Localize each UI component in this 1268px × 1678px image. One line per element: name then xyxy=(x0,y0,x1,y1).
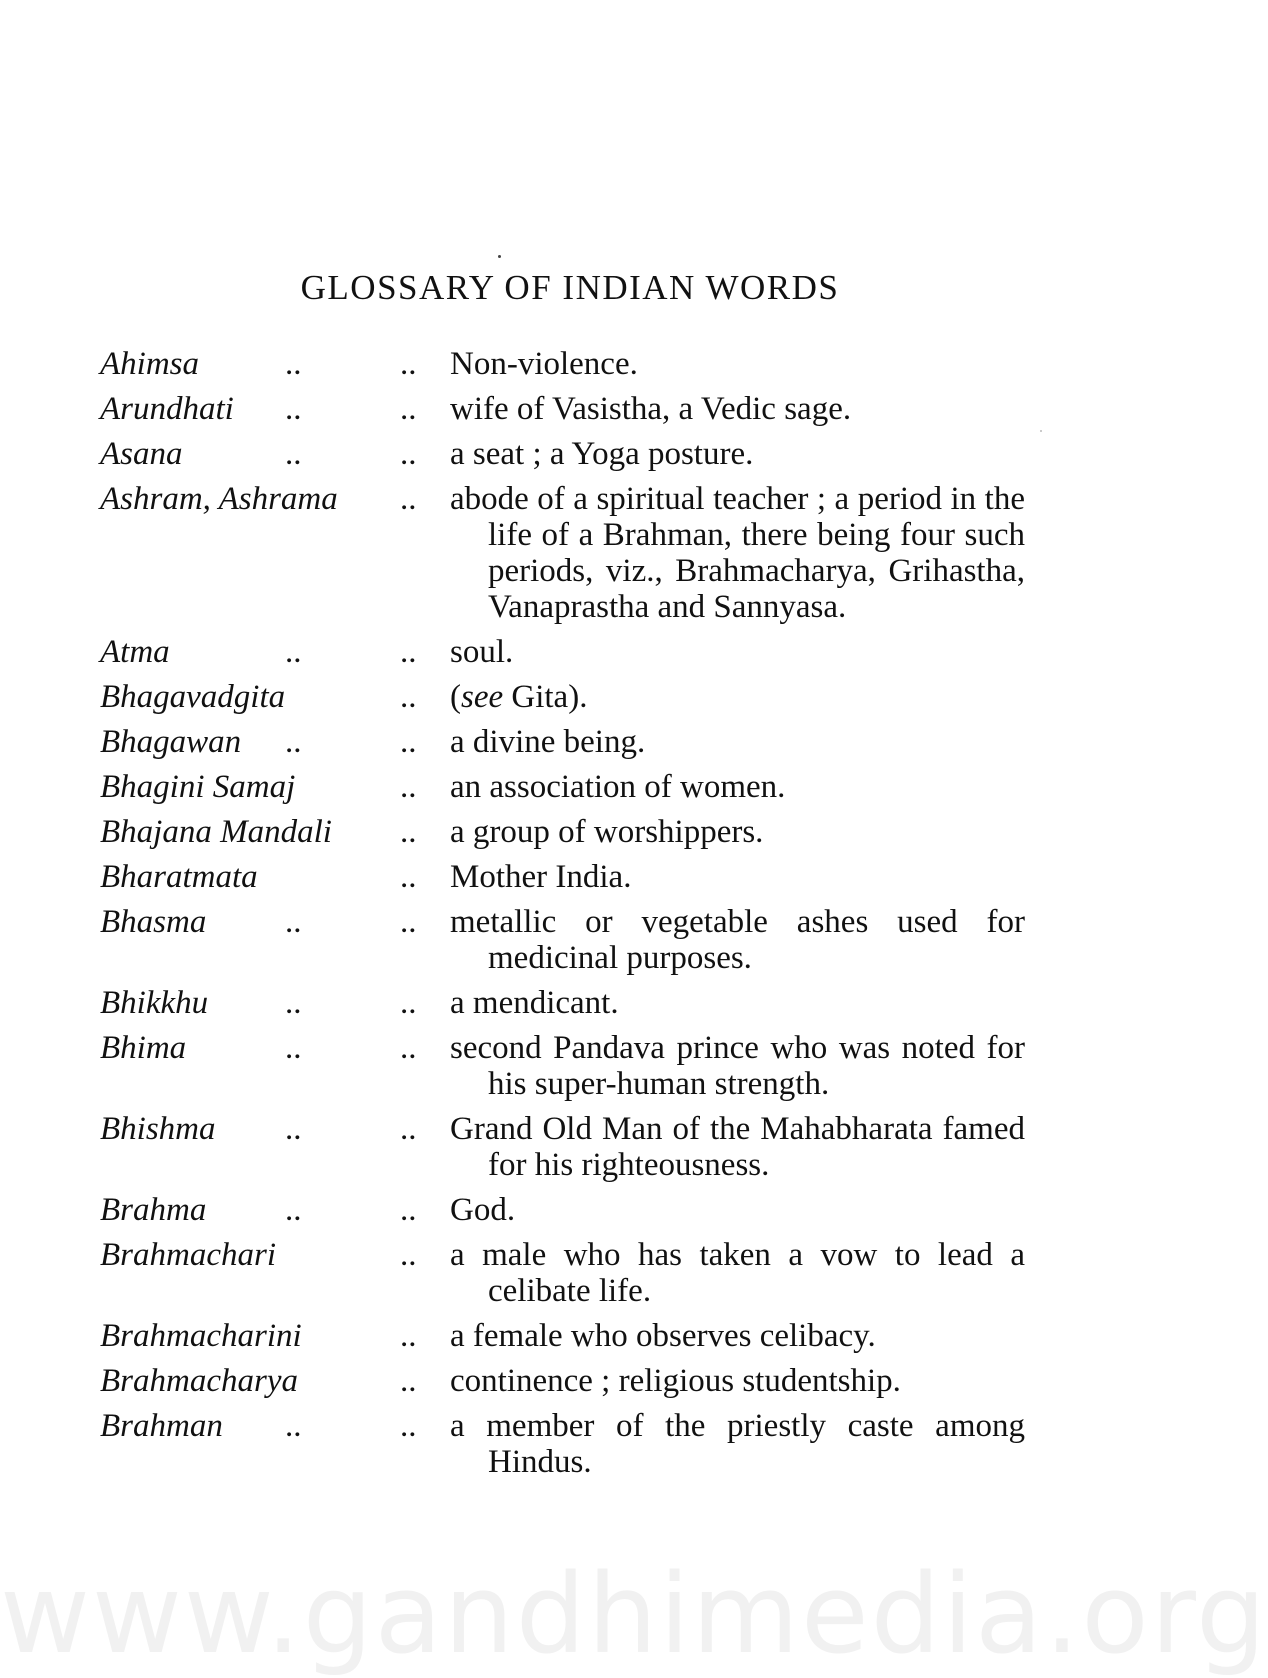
glossary-definition: a group of worshippers. xyxy=(450,814,764,850)
leader-dots: .. xyxy=(400,1111,417,1147)
term-text: Brahma xyxy=(100,1192,207,1228)
glossary-definition: abode of a spiritual teacher ; a period in the life of a Brahman, there being four such periods, viz., Brahmacharya, Grihastha, Vanaprastha and Sannyasa. xyxy=(450,481,1025,625)
glossary-definition: a mendicant. xyxy=(450,985,619,1021)
glossary-term xyxy=(100,481,400,517)
glossary-definition: Grand Old Man of the Mahabharata famed for his righteousness. xyxy=(450,1111,1025,1183)
glossary-term xyxy=(100,724,400,760)
glossary-term xyxy=(100,1030,400,1066)
glossary-term xyxy=(100,1363,400,1399)
term-dots: .. xyxy=(285,904,302,940)
glossary-entry xyxy=(100,1030,1025,1102)
glossary-entry xyxy=(100,481,1025,625)
glossary-entry xyxy=(100,634,1025,670)
glossary-entry xyxy=(100,985,1025,1021)
glossary-term xyxy=(100,436,400,472)
glossary-definition: Mother India. xyxy=(450,859,632,895)
glossary-entry xyxy=(100,391,1025,427)
glossary-term xyxy=(100,1408,400,1444)
leader-dots: .. xyxy=(400,985,417,1021)
term-text: Brahmacharini xyxy=(100,1318,302,1354)
term-text: Bhajana Mandali xyxy=(100,814,332,850)
term-dots: .. xyxy=(285,724,302,760)
glossary-term xyxy=(100,1237,400,1273)
term-text: Bhikkhu xyxy=(100,985,209,1021)
glossary-entry xyxy=(100,904,1025,976)
leader-dots: .. xyxy=(400,1318,417,1354)
term-dots: .. xyxy=(285,634,302,670)
leader-dots: .. xyxy=(400,724,417,760)
glossary-definition: God. xyxy=(450,1192,516,1228)
glossary-entry xyxy=(100,1111,1025,1183)
term-text: Bhasma xyxy=(100,904,207,940)
glossary-entry xyxy=(100,769,1025,805)
page-title: GLOSSARY OF INDIAN WORDS xyxy=(300,268,840,307)
term-dots: .. xyxy=(285,1192,302,1228)
leader-dots: .. xyxy=(400,904,417,940)
leader-dots: .. xyxy=(400,391,417,427)
glossary-entry xyxy=(100,436,1025,472)
term-text: Bhagavadgita xyxy=(100,679,286,715)
glossary-term xyxy=(100,679,400,715)
term-dots: .. xyxy=(285,1030,302,1066)
term-text: Arundhati xyxy=(100,391,234,427)
glossary-term xyxy=(100,634,400,670)
glossary-entry xyxy=(100,1192,1025,1228)
glossary-term xyxy=(100,391,400,427)
paper-speck xyxy=(1040,430,1042,432)
glossary-term xyxy=(100,1111,400,1147)
glossary-entry xyxy=(100,1237,1025,1309)
leader-dots: .. xyxy=(400,1192,417,1228)
glossary-definition: a seat ; a Yoga posture. xyxy=(450,436,754,472)
glossary-entry xyxy=(100,1408,1025,1480)
glossary-term xyxy=(100,346,400,382)
glossary-definition xyxy=(450,679,1025,715)
leader-dots: .. xyxy=(400,481,417,517)
glossary-entry xyxy=(100,1318,1025,1354)
glossary-list xyxy=(100,346,1025,1489)
glossary-entry xyxy=(100,1363,1025,1399)
term-text: Bharatmata xyxy=(100,859,258,895)
glossary-term xyxy=(100,1192,400,1228)
watermark: www.gandhimedia.org xyxy=(0,1550,1268,1678)
leader-dots: .. xyxy=(400,436,417,472)
leader-dots: .. xyxy=(400,1030,417,1066)
glossary-definition: Non-violence. xyxy=(450,346,638,382)
glossary-definition: metallic or vegetable ashes used for medicinal purposes. xyxy=(450,904,1025,976)
term-text: Bhagini Samaj xyxy=(100,769,296,805)
term-text: Brahman xyxy=(100,1408,223,1444)
term-text: Atma xyxy=(100,634,170,670)
term-dots: .. xyxy=(285,346,302,382)
glossary-definition: wife of Vasistha, a Vedic sage. xyxy=(450,391,852,427)
glossary-term xyxy=(100,904,400,940)
glossary-definition: continence ; religious studentship. xyxy=(450,1363,901,1399)
term-text: Bhagawan xyxy=(100,724,242,760)
leader-dots: .. xyxy=(400,814,417,850)
glossary-definition: an association of women. xyxy=(450,769,786,805)
glossary-entry xyxy=(100,724,1025,760)
glossary-term xyxy=(100,1318,400,1354)
glossary-definition: a member of the priestly caste among Hindus. xyxy=(450,1408,1025,1480)
term-text: Asana xyxy=(100,436,183,472)
glossary-term xyxy=(100,859,400,895)
glossary-term xyxy=(100,769,400,805)
leader-dots: .. xyxy=(400,769,417,805)
leader-dots: .. xyxy=(400,634,417,670)
glossary-definition: a divine being. xyxy=(450,724,646,760)
leader-dots: .. xyxy=(400,346,417,382)
glossary-entry xyxy=(100,679,1025,715)
term-dots: .. xyxy=(285,391,302,427)
glossary-term xyxy=(100,985,400,1021)
glossary-entry xyxy=(100,346,1025,382)
definition-text: Gita). xyxy=(503,679,588,715)
term-dots: .. xyxy=(285,436,302,472)
leader-dots: .. xyxy=(400,1237,417,1273)
term-text: Ashram, Ashrama xyxy=(100,481,338,517)
glossary-definition: second Pandava prince who was noted for his super-human strength. xyxy=(450,1030,1025,1102)
leader-dots: .. xyxy=(400,1363,417,1399)
glossary-entry xyxy=(100,814,1025,850)
glossary-definition: soul. xyxy=(450,634,514,670)
term-text: Brahmachari xyxy=(100,1237,276,1273)
term-dots: .. xyxy=(285,1408,302,1444)
term-text: Ahimsa xyxy=(100,346,199,382)
term-text: Bhishma xyxy=(100,1111,216,1147)
glossary-entry xyxy=(100,859,1025,895)
term-dots: .. xyxy=(285,1111,302,1147)
term-text: Brahmacharya xyxy=(100,1363,298,1399)
glossary-definition: a female who observes celibacy. xyxy=(450,1318,876,1354)
leader-dots: .. xyxy=(400,1408,417,1444)
glossary-term xyxy=(100,814,400,850)
see-reference: see xyxy=(461,679,504,715)
leader-dots: .. xyxy=(400,679,417,715)
glossary-definition: a male who has taken a vow to lead a celibate life. xyxy=(450,1237,1025,1309)
leader-dots: .. xyxy=(400,859,417,895)
term-text: Bhima xyxy=(100,1030,187,1066)
term-dots: .. xyxy=(285,985,302,1021)
paper-speck xyxy=(498,255,501,258)
definition-prefix: ( xyxy=(450,679,461,715)
